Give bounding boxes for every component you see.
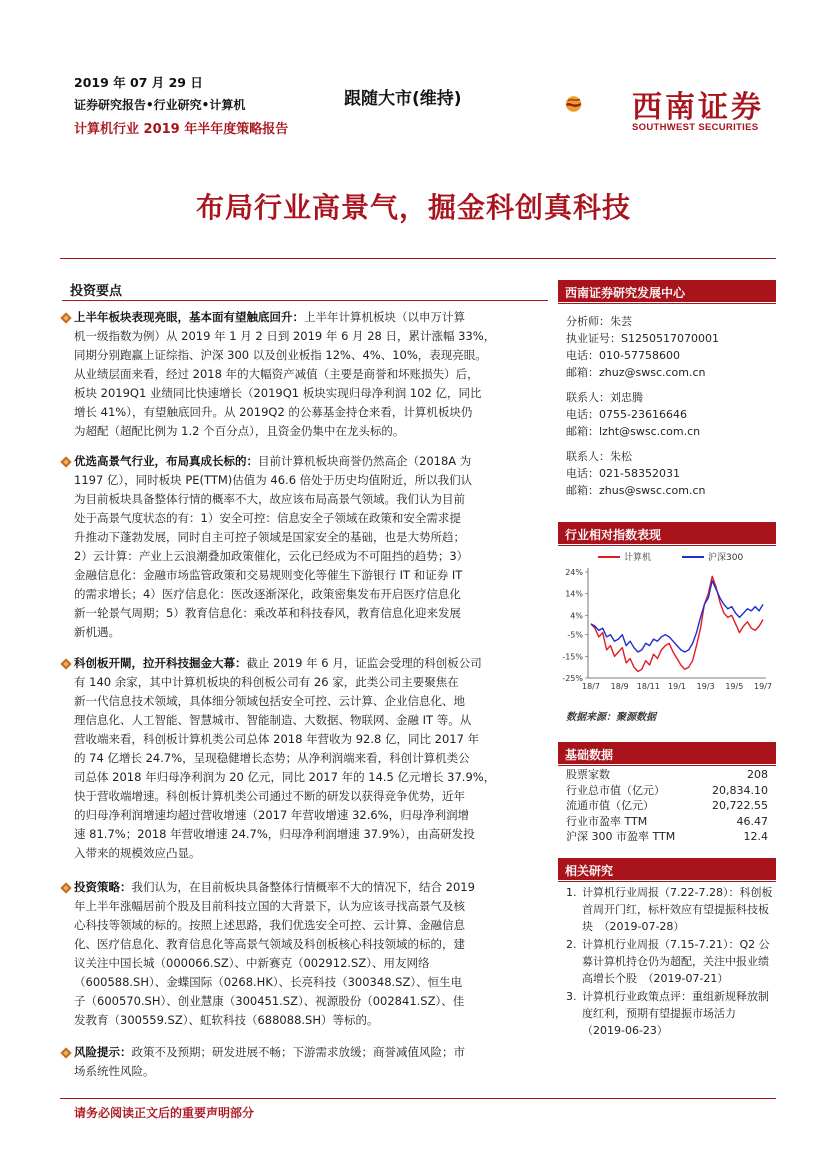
summary-point-text: 的归母净利润增速均超过营收增速（2017 年营收增速 32.6%，归母净利润增	[74, 808, 470, 822]
page-title: 布局行业高景气，掘金科创真科技	[195, 191, 631, 224]
x-tick-label: 19/5	[725, 682, 744, 691]
related-research-title: 相关研究	[565, 864, 614, 878]
company-logo-icon	[565, 74, 625, 134]
summary-line	[74, 730, 546, 749]
y-tick-label: -15%	[562, 652, 583, 662]
basic-data-value: 46.47	[736, 814, 768, 828]
summary-point-text: 发教育（300559.SZ）、虹软科技（688088.SH）等标的。	[74, 1013, 379, 1027]
summary-point-text: 为超配（超配比例为 1.2 个百分点），且资金仍集中在龙头标的。	[74, 424, 405, 438]
summary-line	[74, 566, 546, 585]
research-center-header	[558, 280, 776, 302]
summary-line	[74, 654, 546, 673]
summary-line	[74, 711, 546, 730]
contact-line: 邮箱：lzht@swsc.com.cn	[566, 425, 701, 438]
report-date: 2019 年 07 月 29 日	[74, 75, 203, 90]
summary-line	[74, 1011, 546, 1030]
summary-point-text: 机一级指数为例）从 2019 年 1 月 2 日到 2019 年 6 月 28 日，累计涨幅 33%，	[74, 329, 496, 343]
related-research-text: 首周开门红，标杆效应有望提振科技板	[582, 903, 769, 916]
summary-line	[74, 422, 546, 441]
summary-point-text: 快于营收端增速。科创板计算机类公司通过不断的研发以获得竞争优势，近年	[74, 789, 465, 803]
basic-data-value: 12.4	[743, 830, 768, 843]
summary-point-text: 升推动下蓬勃发展，同时自主可控子领域是国家安全的基础，也是大势所趋；	[74, 530, 465, 544]
summary-line	[74, 585, 546, 604]
summary-point-text: 议关注中国长城（000066.SZ）、中新赛克（002912.SZ）、用友网络	[74, 956, 430, 970]
summary-line	[74, 935, 546, 954]
basic-data-title: 基础数据	[565, 748, 614, 762]
report-category: 证券研究报告•行业研究•计算机	[74, 98, 246, 112]
summary-point-text: 新一代信息技术领域，具体细分领域包括安全可控、云计算、企业信息化、地	[74, 694, 465, 708]
summary-line	[74, 878, 546, 897]
summary-point-text: 上半年计算机板块（以申万计算	[304, 310, 465, 324]
basic-data-label: 沪深 300 市盈率 TTM	[566, 830, 676, 843]
summary-point-text: 的 74 亿增长 24.7%，呈现稳健增长态势；从净利润端来看，科创计算机类公	[74, 751, 470, 765]
basic-data-value: 20,834.10	[712, 783, 768, 797]
summary-line	[74, 1062, 546, 1081]
summary-line	[74, 471, 546, 490]
related-research-list	[566, 884, 774, 1040]
related-research-item[interactable]	[566, 936, 774, 987]
chart-title: 行业相对指数表现	[565, 528, 662, 542]
summary-point-text: 子（600570.SH）、创业慧康（300451.SZ）、视源股份（002841.SZ）、佳	[74, 994, 465, 1008]
summary-line	[74, 623, 546, 642]
summary-line	[74, 490, 546, 509]
related-research-number: 2.	[566, 938, 577, 951]
summary-point-text: 目前计算机板块商誉仍然高企（2018A 为	[258, 454, 472, 468]
series-line	[591, 576, 763, 671]
summary-line	[74, 327, 546, 346]
basic-data-label: 行业总市值（亿元）	[566, 783, 665, 797]
summary-line	[74, 403, 546, 422]
rating-label: 跟随大市(维持)	[344, 89, 462, 109]
related-research-text: 计算机行业周报（7.22-7.28）：科创板	[582, 886, 773, 899]
summary-line	[74, 384, 546, 403]
chart-header	[558, 522, 776, 544]
summary-point-lead: 优选高景气行业，布局真成长标的：	[74, 454, 258, 468]
summary-line	[74, 825, 546, 844]
summary-point	[74, 1043, 546, 1081]
x-tick-label: 18/7	[582, 682, 600, 691]
summary-point-text: 入带来的规模效应凸显。	[74, 846, 201, 860]
summary-point-text: 处于高景气度状态的有：1）安全可控：信息安全子领域在政策和安全需求提	[74, 511, 461, 525]
basic-data-header	[558, 742, 776, 764]
summary-line	[74, 844, 546, 863]
legend-label: 计算机	[624, 553, 652, 563]
summary-point-text: 政策不及预期；研发进展不畅；下游需求放缓；商誉减值风险；市	[131, 1045, 465, 1059]
summary-point-text: 2）云计算：产业上云浪潮叠加政策催化，云化已经成为不可阻挡的趋势；3）	[74, 549, 469, 563]
title-divider	[60, 258, 776, 259]
summary-point-text: 板块 2019Q1 业绩同比快速增长（2019Q1 板块实现归母净利润 102 亿，同比	[74, 386, 482, 400]
basic-data-label: 行业市盈率 TTM	[566, 814, 648, 828]
y-tick-label: 14%	[565, 589, 583, 599]
summary-line	[74, 973, 546, 992]
y-tick-label: 24%	[565, 568, 583, 577]
legend-label: 沪深300	[708, 553, 744, 563]
basic-data-value: 20,722.55	[712, 799, 768, 812]
summary-line	[74, 954, 546, 973]
summary-divider	[62, 300, 548, 301]
contact-line: 邮箱：zhuz@swsc.com.cn	[566, 366, 706, 379]
basic-data-row	[566, 767, 768, 783]
summary-point-text: 为目前板块具备整体行情的概率不大，故应该布局高景气领域。我们认为目前	[74, 492, 465, 506]
y-tick-label: -5%	[567, 630, 583, 640]
related-research-header	[558, 858, 776, 880]
summary-point-text: 年上半年涨幅居前个股及目前科技立国的大背景下，认为应该寻找高景气及核	[74, 899, 465, 913]
footer-disclaimer: 请务必阅读正文后的重要声明部分	[74, 1106, 255, 1120]
summary-line	[74, 673, 546, 692]
contact-line: 分析师：朱芸	[566, 315, 632, 328]
summary-point	[74, 452, 546, 642]
summary-line	[74, 897, 546, 916]
series-line	[591, 581, 763, 652]
summary-line	[74, 1043, 546, 1062]
related-research-text: 高增长个股 （2019-07-21）	[582, 972, 729, 985]
related-research-text: 计算机行业政策点评：重组新规释放制	[582, 990, 769, 1003]
summary-line	[74, 768, 546, 787]
contact-block	[566, 313, 719, 499]
basic-data-row	[566, 829, 768, 845]
summary-point-text: 化、医疗信息化、教育信息化等高景气领域及科创板核心科技领域的标的，建	[74, 937, 465, 951]
summary-heading: 投资要点	[70, 284, 123, 299]
related-research-number: 1.	[566, 886, 577, 899]
summary-point-text: 我们认为，在目前板块具备整体行情概率不大的情况下，结合 2019	[131, 880, 475, 894]
summary-point	[74, 308, 546, 441]
y-tick-label: 4%	[570, 611, 583, 621]
basic-data-table	[566, 767, 768, 845]
related-research-text: 计算机行业周报（7.15-7.21）：Q2 公	[582, 938, 770, 951]
summary-point-text: 新机遇。	[74, 625, 120, 639]
summary-line	[74, 604, 546, 623]
footer-divider	[60, 1098, 776, 1099]
contact-line: 电话：021-58352031	[566, 467, 680, 480]
summary-point-lead: 上半年板块表现亮眼，基本面有望触底回升：	[74, 310, 304, 324]
summary-point-text: （600588.SH）、金蝶国际（0268.HK）、长亮科技（300348.SZ）、恒生电	[74, 975, 463, 989]
contact-line: 执业证号：S1250517070001	[566, 332, 719, 345]
bullet-icon	[60, 658, 71, 669]
report-subtitle: 计算机行业 2019 年半年度策略报告	[74, 122, 289, 137]
summary-line	[74, 749, 546, 768]
summary-point-text: 截止 2019 年 6 月，证监会受理的科创板公司	[246, 656, 482, 670]
contact-line: 电话：0755-23616646	[566, 408, 687, 421]
summary-point-text: 增长 41%），有望触底回升。从 2019Q2 的公募基金持仓来看，计算机板块仍	[74, 405, 473, 419]
summary-point-text: 同期分别跑赢上证综指、沪深 300 以及创业板指 12%、4%、10%，表现亮眼。	[74, 348, 487, 362]
summary-line	[74, 509, 546, 528]
related-research-item[interactable]	[566, 988, 774, 1039]
summary-point-text: 理信息化、人工智能、智慧城市、智能制造、大数据、物联网、金融 IT 等。从	[74, 713, 472, 727]
related-research-text: 度红利，预期有望提振市场活力	[582, 1007, 736, 1020]
related-research-number: 3.	[566, 990, 577, 1003]
summary-point-text: 从业绩层面来看，经过 2018 年的大幅资产减值（主要是商誉和坏账损失）后，	[74, 367, 479, 381]
summary-point	[74, 878, 546, 1030]
x-tick-label: 19/1	[668, 682, 686, 691]
basic-data-row	[566, 814, 768, 830]
x-tick-label: 19/7	[754, 682, 772, 691]
x-tick-label: 18/9	[610, 682, 629, 691]
related-research-text: 募计算机持仓仍为超配，关注中报业绩	[582, 955, 769, 968]
summary-point-text: 心科技等领域的标的。按照上述思路，我们优选安全可控、云计算、金融信息	[74, 918, 465, 932]
basic-data-label: 流通市值（亿元）	[566, 799, 654, 812]
basic-data-label: 股票家数	[566, 768, 610, 781]
basic-data-row	[566, 783, 768, 799]
logo-english-text: SOUTHWEST SECURITIES	[632, 122, 759, 133]
contact-line: 邮箱：zhus@swsc.com.cn	[566, 484, 706, 497]
contact-line: 电话：010-57758600	[566, 349, 680, 362]
summary-line	[74, 365, 546, 384]
summary-point-lead: 风险提示：	[74, 1045, 132, 1059]
contact-line: 联系人：刘忠腾	[566, 391, 643, 404]
y-tick-label: -25%	[562, 674, 583, 683]
summary-point-text: 1197 亿），同时板块 PE(TTM)估值为 46.6 倍处于历史均值附近，所以我们认	[74, 473, 473, 487]
summary-line	[74, 992, 546, 1011]
summary-line	[74, 692, 546, 711]
summary-point	[74, 654, 546, 863]
related-research-text: （2019-06-23）	[582, 1024, 668, 1037]
summary-point-text: 新一轮景气周期；5）教育信息化：乘改革和科技春风，教育信息化迎来发展	[74, 606, 461, 620]
summary-point-text: 金融信息化：金融市场监管政策和交易规则变化等催生下游银行 IT 和证券 IT	[74, 568, 463, 582]
summary-line	[74, 346, 546, 365]
related-research-text: 块 （2019-07-28）	[582, 920, 685, 933]
summary-point-text: 有 140 余家，其中计算机板块的科创板公司有 26 家，此类公司主要聚焦在	[74, 675, 459, 689]
summary-point-lead: 投资策略：	[74, 880, 132, 894]
x-tick-label: 18/11	[636, 682, 660, 691]
summary-point-text: 速 81.7%；2018 年营收增速 24.7%，归母净利润增速 37.9%），由高研发投	[74, 827, 475, 841]
bullet-icon	[60, 312, 71, 323]
contact-line: 联系人：朱松	[566, 450, 632, 463]
bullet-icon	[60, 882, 71, 893]
logo-text: 西南证券	[632, 90, 764, 125]
basic-data-value: 208	[747, 768, 768, 781]
summary-line	[74, 528, 546, 547]
bullet-icon	[60, 456, 71, 467]
x-tick-label: 19/3	[696, 682, 715, 691]
summary-line	[74, 547, 546, 566]
basic-data-row	[566, 798, 768, 814]
related-research-item[interactable]	[566, 884, 774, 935]
chart-source: 数据来源：聚源数据	[566, 712, 656, 723]
summary-line	[74, 452, 546, 471]
summary-line	[74, 787, 546, 806]
bullet-icon	[60, 1047, 71, 1058]
research-center-label: 西南证券研究发展中心	[565, 286, 686, 300]
index-performance-chart	[558, 548, 776, 698]
summary-point-text: 营收端来看，科创板计算机类公司总体 2018 年营收为 92.8 亿，同比 2017 年	[74, 732, 480, 746]
summary-line	[74, 308, 546, 327]
summary-line	[74, 916, 546, 935]
summary-point-lead: 科创板开閘，拉开科技掘金大幕：	[74, 656, 247, 670]
summary-point-text: 的需求增长；4）医疗信息化：医改逐渐深化，政策密集发布开启医疗信息化	[74, 587, 461, 601]
summary-point-text: 司总体 2018 年归母净利润为 20 亿元，同比 2017 年的 14.5 亿元增长 37.9%，	[74, 770, 496, 784]
summary-point-text: 场系统性风险。	[74, 1064, 155, 1078]
summary-line	[74, 806, 546, 825]
